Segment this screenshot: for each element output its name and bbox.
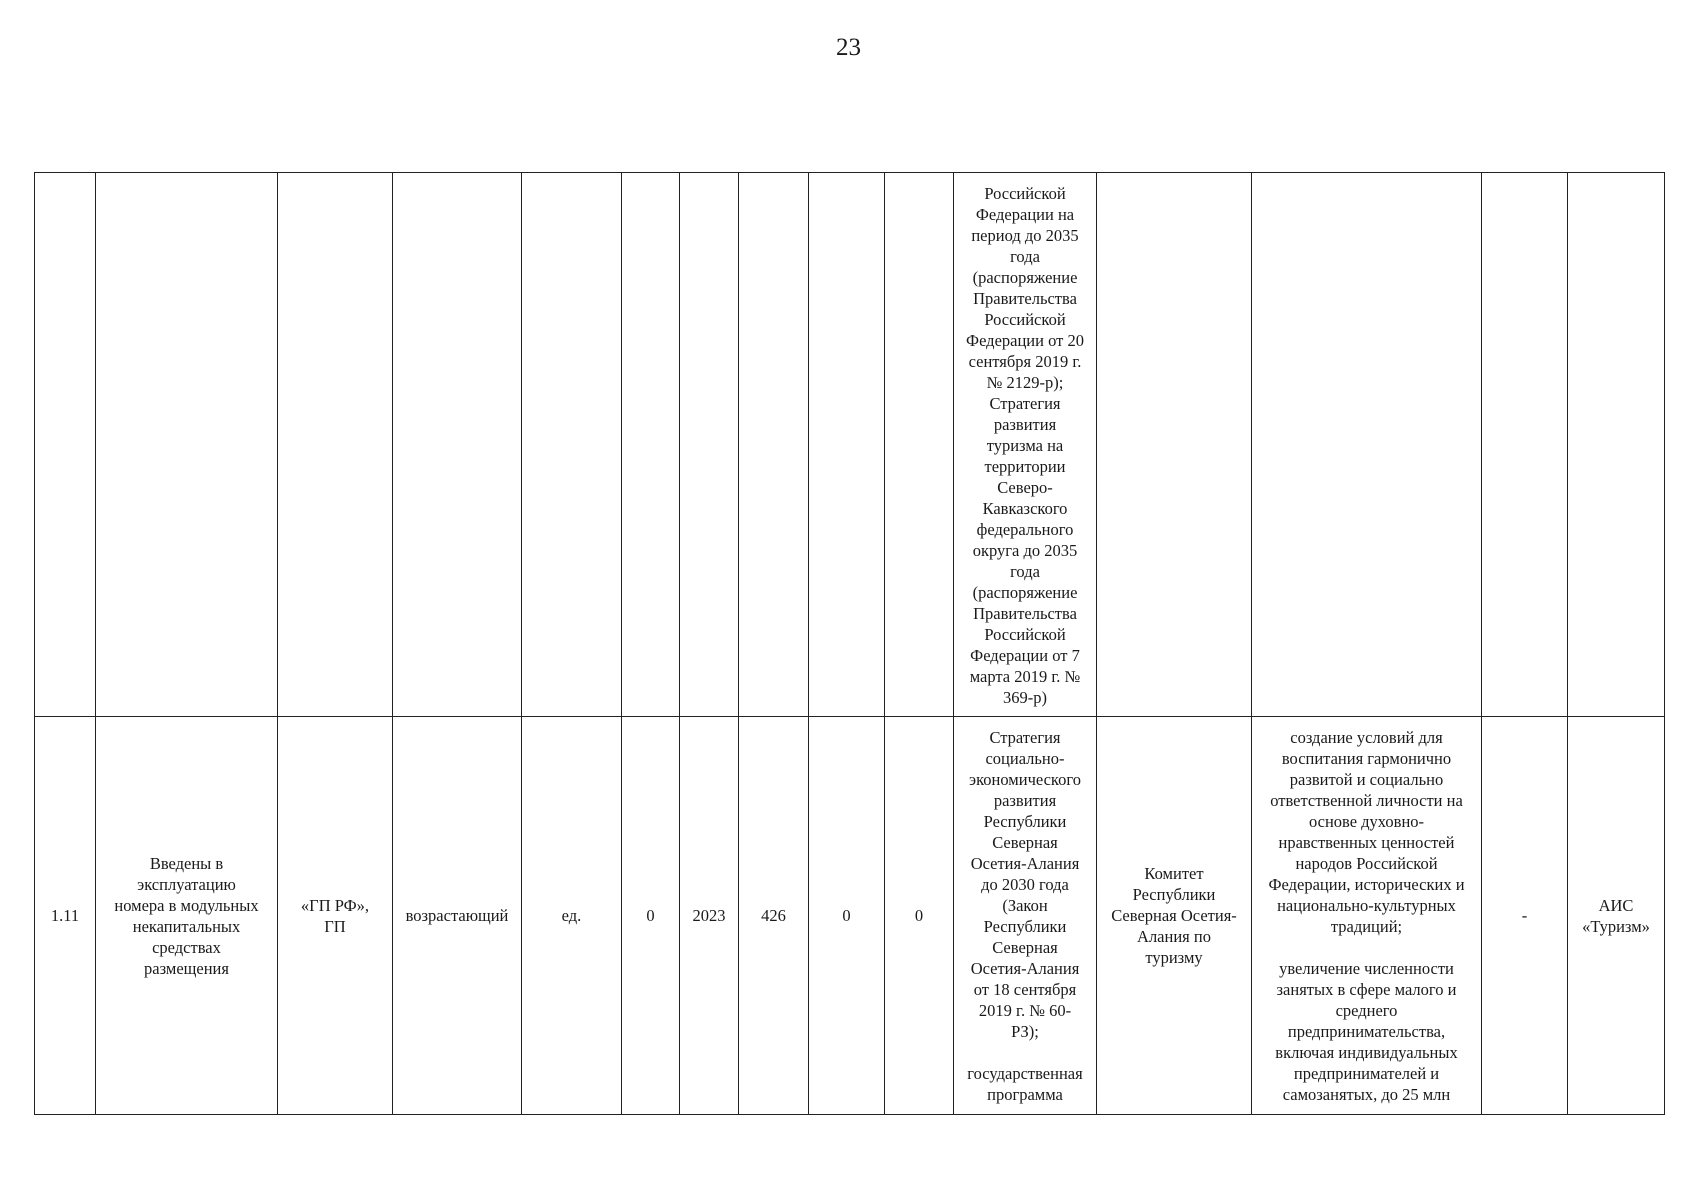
- cell-national-goals: создание условий для воспитания гармонично развитой и социально ответственной личности на основе духовно- нравственных ценностей народов Российской Федерации, исторических и национально-культурных традиций; увеличение численности занятых в сфере малого и среднего предпринимательства, включая индивидуальных предпринимателей и самозанятых, до 25 млн: [1252, 717, 1482, 1115]
- cell-indicator-level: «ГП РФ», ГП: [278, 717, 393, 1115]
- cell-responsible: [1097, 173, 1252, 717]
- cell-base-year: [680, 173, 739, 717]
- cell-value-3: 0: [885, 717, 954, 1115]
- cell-unit: [522, 173, 622, 717]
- cell-related: -: [1482, 717, 1568, 1115]
- cell-value-2: 0: [809, 717, 885, 1115]
- cell-value-2: [809, 173, 885, 717]
- table-row: [35, 717, 1665, 1115]
- cell-indicator-name: Введены в эксплуатацию номера в модульных некапитальных средствах размещения: [96, 717, 278, 1115]
- cell-base-value: [622, 173, 680, 717]
- cell-related: [1482, 173, 1568, 717]
- cell-document-basis: Российской Федерации на период до 2035 года (распоряжение Правительства Российской Федерации от 20 сентября 2019 г. № 2129-р); Стратегия развития туризма на территории Северо- Кавказского федерального округа до 2035 года (распоряжение Правительства Российской Федерации от 7 марта 2019 г. № 369-р): [954, 173, 1097, 717]
- cell-value-1: [739, 173, 809, 717]
- page-number: 23: [836, 34, 861, 61]
- cell-indicator-name: [96, 173, 278, 717]
- cell-value-3: [885, 173, 954, 717]
- cell-trend: возрастающий: [393, 717, 522, 1115]
- cell-document-basis: Стратегия социально- экономического развития Республики Северная Осетия-Алания до 2030 года (Закон Республики Северная Осетия-Алания от 18 сентября 2019 г. № 60- РЗ); государственная программа: [954, 717, 1097, 1115]
- cell-indicator-level: [278, 173, 393, 717]
- table-row: [35, 173, 1665, 717]
- cell-info-system: АИС «Туризм»: [1568, 717, 1665, 1115]
- cell-value-1: 426: [739, 717, 809, 1115]
- cell-trend: [393, 173, 522, 717]
- cell-number: 1.11: [35, 717, 96, 1115]
- cell-base-value: 0: [622, 717, 680, 1115]
- cell-base-year: 2023: [680, 717, 739, 1115]
- cell-national-goals: [1252, 173, 1482, 717]
- cell-unit: ед.: [522, 717, 622, 1115]
- indicator-table: [34, 172, 1665, 1115]
- cell-info-system: [1568, 173, 1665, 717]
- cell-number: [35, 173, 96, 717]
- cell-responsible: Комитет Республики Северная Осетия- Алания по туризму: [1097, 717, 1252, 1115]
